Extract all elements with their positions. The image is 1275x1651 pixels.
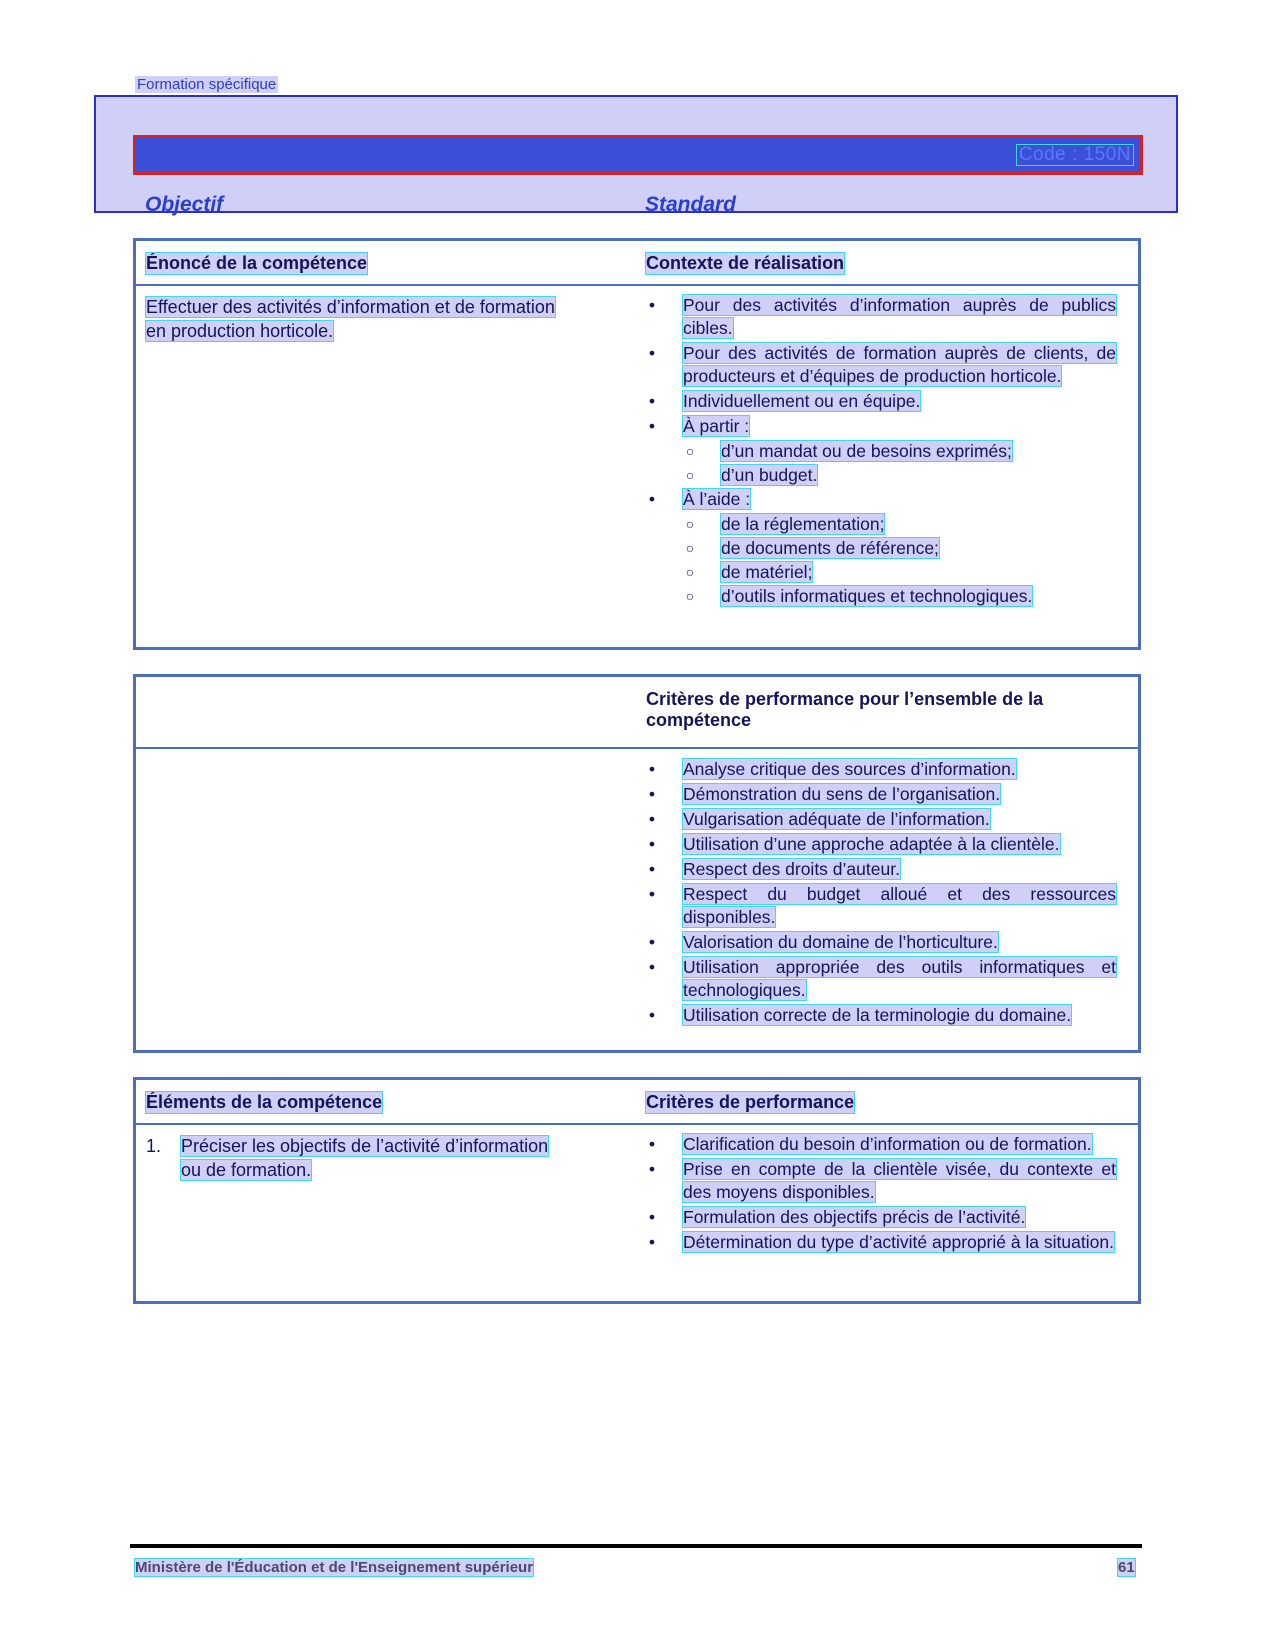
list-item bbox=[646, 294, 1116, 340]
list-item bbox=[646, 833, 1116, 856]
element-line: Préciser les objectifs de l’activité d’information bbox=[181, 1136, 549, 1156]
bullet-icon: • bbox=[648, 884, 656, 904]
bullet-icon: • bbox=[648, 1232, 656, 1252]
list-item-text: d’un mandat ou de besoins exprimés; bbox=[721, 441, 1012, 461]
section-elements bbox=[133, 1077, 1141, 1304]
bullet-icon: • bbox=[648, 391, 656, 411]
bullet-icon: • bbox=[648, 1134, 656, 1154]
bullet-icon: • bbox=[648, 1207, 656, 1227]
list-item-text: Analyse critique des sources d’information. bbox=[683, 759, 1016, 779]
list-item-text: Valorisation du domaine de l’horticulture. bbox=[683, 932, 998, 952]
list-item-text: Utilisation correcte de la terminologie du domaine. bbox=[683, 1005, 1072, 1025]
competency-statement-heading: Énoncé de la compétence bbox=[146, 253, 368, 273]
circle-bullet-icon: ○ bbox=[685, 467, 695, 483]
criteria-list bbox=[646, 1133, 1116, 1256]
bullet-icon: • bbox=[648, 1159, 656, 1179]
list-item bbox=[646, 1004, 1116, 1027]
list-item-text: de documents de référence; bbox=[721, 538, 939, 558]
list-item bbox=[646, 537, 1116, 560]
list-item-text: À l’aide : bbox=[683, 489, 751, 509]
bullet-icon: • bbox=[648, 489, 656, 509]
list-item bbox=[646, 464, 1116, 487]
circle-bullet-icon: ○ bbox=[685, 443, 695, 459]
element-number: 1. bbox=[146, 1136, 162, 1156]
list-item bbox=[646, 342, 1116, 388]
overall-criteria-list bbox=[646, 758, 1116, 1029]
statement-line: Effectuer des activités d’information et de formation bbox=[146, 297, 555, 317]
list-item-text: Clarification du besoin d’information ou de formation. bbox=[683, 1134, 1092, 1154]
list-item-text: Respect des droits d’auteur. bbox=[683, 859, 900, 879]
bullet-icon: • bbox=[648, 295, 656, 315]
list-item bbox=[646, 415, 1116, 438]
circle-bullet-icon: ○ bbox=[685, 564, 695, 580]
list-item bbox=[646, 1231, 1116, 1254]
list-item bbox=[646, 883, 1116, 929]
statement-line: en production horticole. bbox=[146, 321, 334, 341]
list-item-text: Détermination du type d’activité approprié à la situation. bbox=[683, 1232, 1114, 1252]
competency-statement bbox=[146, 295, 636, 343]
section-competency-statement bbox=[133, 238, 1141, 650]
list-item bbox=[646, 808, 1116, 831]
list-item-text: Prise en compte de la clientèle visée, du contexte et des moyens disponibles. bbox=[683, 1159, 1116, 1202]
page-number: 61 bbox=[1118, 1559, 1135, 1576]
competency-element bbox=[146, 1134, 636, 1182]
bullet-icon: • bbox=[648, 932, 656, 952]
list-item bbox=[646, 783, 1116, 806]
list-item-text: Pour des activités de formation auprès de clients, de producteurs et d’équipes de production horticole. bbox=[683, 343, 1116, 386]
section-overall-criteria bbox=[133, 674, 1141, 1053]
list-item-text: Pour des activités d’information auprès de publics cibles. bbox=[683, 295, 1116, 338]
list-item-text: de la réglementation; bbox=[721, 514, 885, 534]
objective-title: Objectif bbox=[145, 193, 224, 216]
criteria-heading: Critères de performance bbox=[646, 1092, 855, 1112]
bullet-icon: • bbox=[648, 784, 656, 804]
list-item bbox=[646, 513, 1116, 536]
standard-title: Standard bbox=[645, 193, 737, 216]
list-item-text: À partir : bbox=[683, 416, 750, 436]
bullet-icon: • bbox=[648, 343, 656, 363]
list-item bbox=[646, 1133, 1116, 1156]
list-item-text: Formulation des objectifs précis de l’activité. bbox=[683, 1207, 1026, 1227]
list-item-text: d’outils informatiques et technologiques. bbox=[721, 586, 1033, 606]
bullet-icon: • bbox=[648, 416, 656, 436]
running-head: Formation spécifique bbox=[137, 76, 277, 93]
bullet-icon: • bbox=[648, 1005, 656, 1025]
circle-bullet-icon: ○ bbox=[685, 540, 695, 556]
section-head bbox=[136, 677, 1138, 749]
list-item bbox=[646, 561, 1116, 584]
context-list bbox=[646, 294, 1116, 609]
context-heading: Contexte de réalisation bbox=[646, 253, 845, 273]
list-item bbox=[646, 758, 1116, 781]
list-item-text: Vulgarisation adéquate de l’information. bbox=[683, 809, 990, 829]
list-item-text: Utilisation d’une approche adaptée à la clientèle. bbox=[683, 834, 1060, 854]
list-item bbox=[646, 931, 1116, 954]
list-item-text: Individuellement ou en équipe. bbox=[683, 391, 921, 411]
bullet-icon: • bbox=[648, 759, 656, 779]
overall-criteria-heading: Critères de performance pour l’ensemble de la compétence bbox=[646, 689, 1044, 730]
circle-bullet-icon: ○ bbox=[685, 588, 695, 604]
bullet-icon: • bbox=[648, 809, 656, 829]
bullet-icon: • bbox=[648, 859, 656, 879]
elements-heading: Éléments de la compétence bbox=[146, 1092, 383, 1112]
list-item bbox=[646, 585, 1116, 608]
bullet-icon: • bbox=[648, 957, 656, 977]
list-item-text: d’un budget. bbox=[721, 465, 818, 485]
list-item bbox=[646, 390, 1116, 413]
list-item bbox=[646, 488, 1116, 511]
list-item-text: de matériel; bbox=[721, 562, 813, 582]
circle-bullet-icon: ○ bbox=[685, 516, 695, 532]
footer-ministry: Ministère de l'Éducation et de l'Enseignement supérieur bbox=[135, 1559, 534, 1576]
section-head bbox=[136, 241, 1138, 286]
list-item bbox=[646, 1158, 1116, 1204]
list-item bbox=[646, 956, 1116, 1002]
list-item bbox=[646, 440, 1116, 463]
list-item bbox=[646, 858, 1116, 881]
list-item bbox=[646, 1206, 1116, 1229]
footer-rule bbox=[130, 1544, 1142, 1548]
code-bar bbox=[133, 135, 1143, 175]
competency-code: Code : 150N bbox=[1016, 144, 1134, 166]
list-item-text: Utilisation appropriée des outils informatiques et technologiques. bbox=[683, 957, 1116, 1000]
list-item-text: Démonstration du sens de l’organisation. bbox=[683, 784, 1001, 804]
list-item-text: Respect du budget alloué et des ressources disponibles. bbox=[683, 884, 1116, 927]
element-line: ou de formation. bbox=[181, 1160, 312, 1180]
bullet-icon: • bbox=[648, 834, 656, 854]
section-head bbox=[136, 1080, 1138, 1125]
